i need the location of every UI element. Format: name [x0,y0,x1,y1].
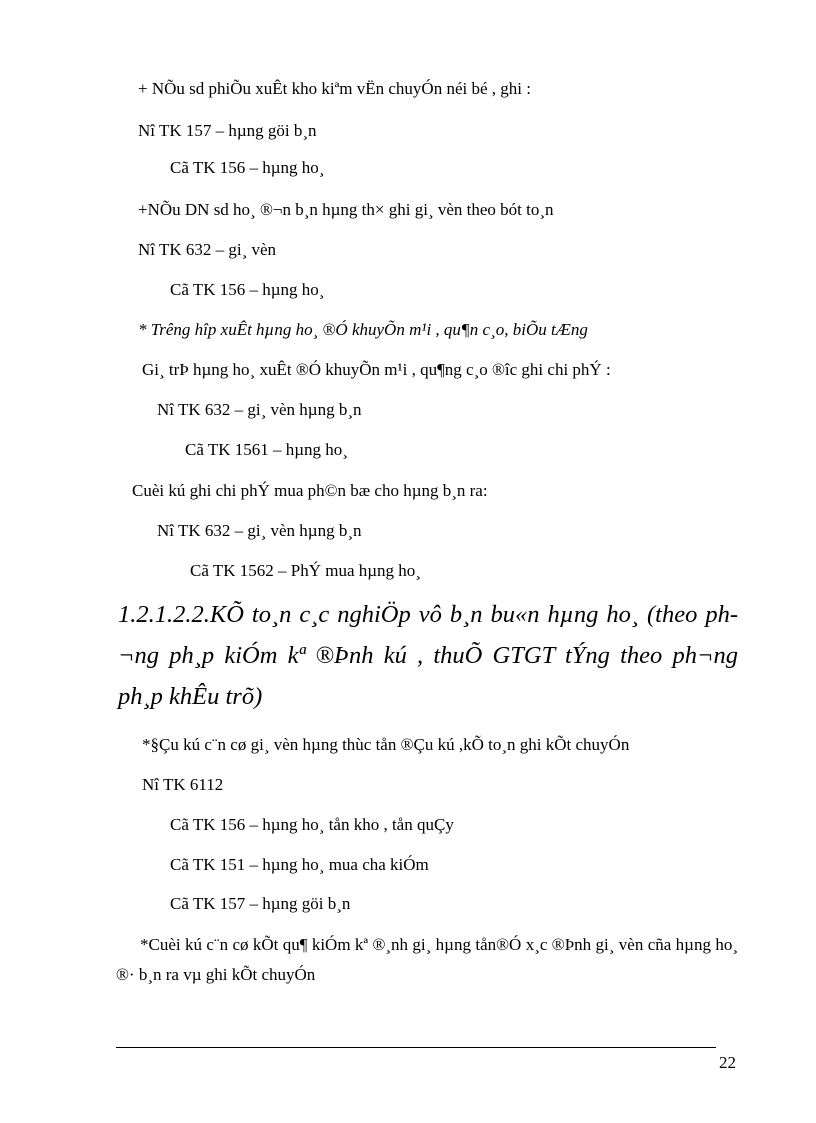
text-line: Nî TK 632 – gi¸ vèn hµng b¸n [157,400,362,419]
text-line: + NÕu sd phiÕu xuÊt kho kiªm vËn chuyÓn néi bé , ghi : [138,79,531,98]
text-line: Cã TK 156 – hµng ho¸ [170,158,325,177]
text-line: Cã TK 151 – hµng ho¸ mua cha kiÓm [170,855,429,874]
text-line: Cã TK 157 – hµng göi b¸n [170,894,351,913]
text-line: Cã TK 156 – hµng ho¸ [170,280,325,299]
text-line: Cã TK 1562 – PhÝ mua hµng ho¸ [190,561,421,580]
text-line: Nî TK 6112 [142,775,224,794]
page-number: 22 [719,1053,736,1072]
text-line: Nî TK 632 – gi¸ vèn [138,240,277,259]
text-line: Cuèi kú ghi chi phÝ mua ph©n bæ cho hµng b¸n ra: [132,481,488,500]
italic-note: * Trêng hîp xuÊt hµng ho¸ ®Ó khuyÕn m¹i , qu¶n c¸o, biÕu tÆng [138,320,588,339]
text-line: Cã TK 156 – hµng ho¸ tån kho , tån quÇy [170,815,454,834]
final-paragraph: *Cuèi kú c¨n cø kÕt qu¶ kiÓm kª ®¸nh gi¸ hµng tån®Ó x¸c ®Þnh gi¸ vèn cña hµng ho¸ ®· b¸n ra vµ ghi kÕt chuyÓn [116,935,738,984]
text-line: +NÕu DN sd ho¸ ®¬n b¸n hµng th× ghi gi¸ vèn theo bót to¸n [138,200,554,219]
footer-divider [116,1047,716,1048]
text-line: Cã TK 1561 – hµng ho¸ [185,440,348,459]
section-heading: 1.2.1.2.2.KÕ to¸n c¸c nghiÖp vô b¸n bu«n hµng ho¸ (theo ph¬ng ph¸p kiÓm kª ®Þnh kú , thuÕ GTGT tÝng theo ph¬ng ph¸p khÊu trõ) [118,601,738,710]
text-line: Nî TK 632 – gi¸ vèn hµng b¸n [157,521,362,540]
text-line: Nî TK 157 – hµng göi b¸n [138,121,317,140]
text-line: *§Çu kú c¨n cø gi¸ vèn hµng thùc tån ®Çu kú ,kÕ to¸n ghi kÕt chuyÓn [142,735,630,754]
text-line: Gi¸ trÞ hµng ho¸ xuÊt ®Ó khuyÕn m¹i , qu¶ng c¸o ®îc ghi chi phÝ : [142,360,611,379]
